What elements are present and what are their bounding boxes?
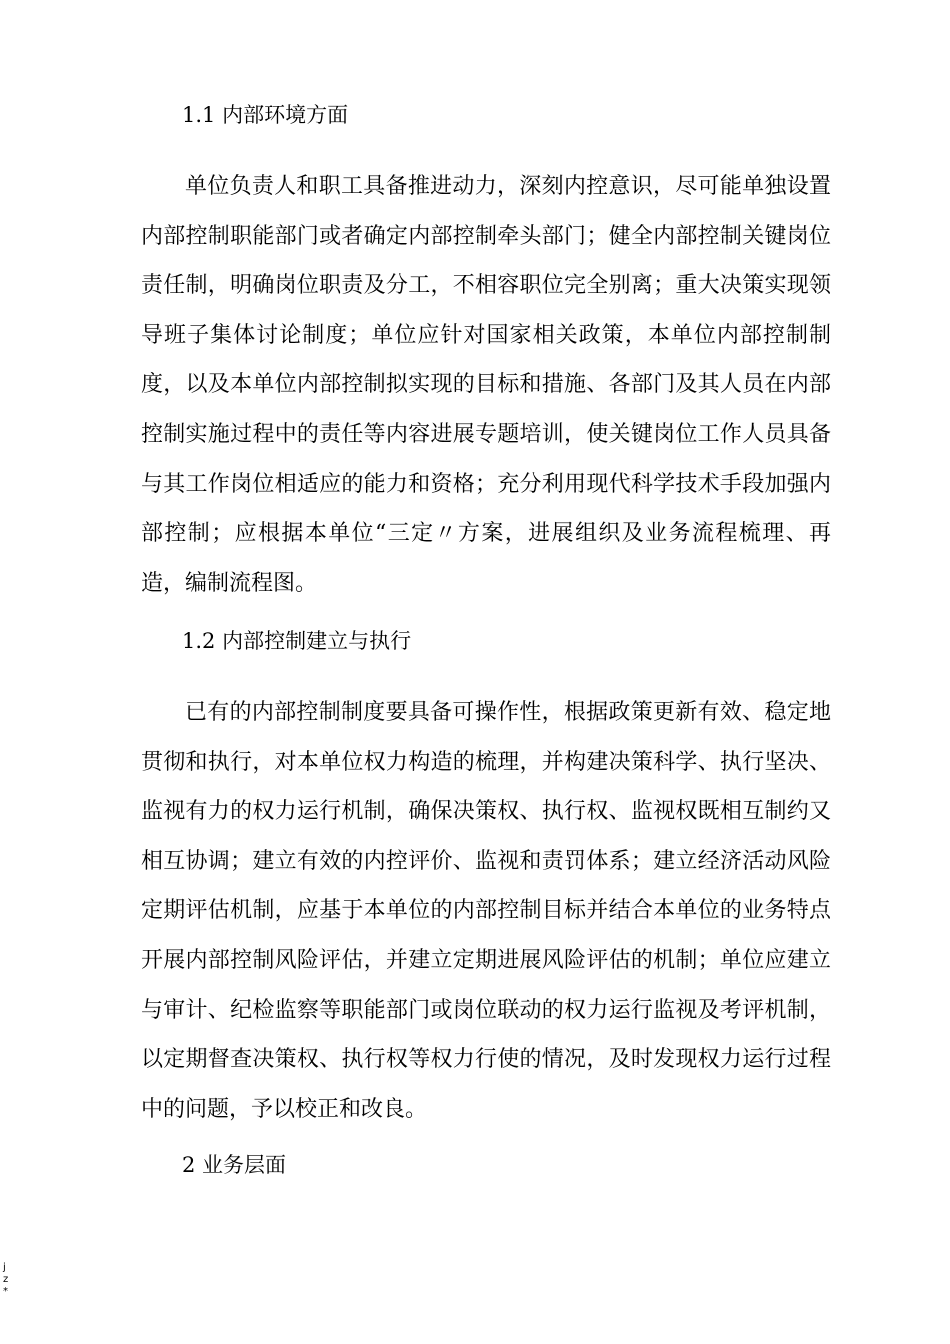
margin-mark: jz*: [3, 1262, 9, 1297]
section-heading-1-2: 1.2 内部控制建立与执行: [182, 629, 412, 653]
section-paragraph-1-1: 单位负责人和职工具备推进动力，深刻内控意识，尽可能单独设置内部控制职能部门或者确定内部控制牵头部门；健全内部控制关键岗位责任制，明确岗位职责及分工，不相容职位完全别离；重大决策实现领导班子集体讨论制度；单位应针对国家相关政策，本单位内部控制制度，以及本单位内部控制拟实现的目标和措施、各部门及其人员在内部控制实施过程中的责任等内容进展专题培训，使关键岗位工作人员具备与其工作岗位相适应的能力和资格；充分利用现代科学技术手段加强内部控制；应根据本单位“三定〃方案，进展组织及业务流程梳理、再造，编制流程图。: [141, 174, 831, 596]
section-heading-1-1: 1.1 内部环境方面: [182, 103, 349, 127]
section-paragraph-1-2: 已有的内部控制制度要具备可操作性，根据政策更新有效、稳定地贯彻和执行，对本单位权力构造的梳理，并构建决策科学、执行坚决、监视有力的权力运行机制，确保决策权、执行权、监视权既相互制约又相互协调；建立有效的内控评价、监视和责罚体系；建立经济活动风险定期评估机制，应基于本单位的内部控制目标并结合本单位的业务特点开展内部控制风险评估，并建立定期进展风险评估的机制；单位应建立与审计、纪检监察等职能部门或岗位联动的权力运行监视及考评机制，以定期督查决策权、执行权等权力行使的情况，及时发现权力运行过程中的问题，予以校正和改良。: [141, 700, 831, 1122]
section-heading-2: 2 业务层面: [182, 1153, 287, 1177]
